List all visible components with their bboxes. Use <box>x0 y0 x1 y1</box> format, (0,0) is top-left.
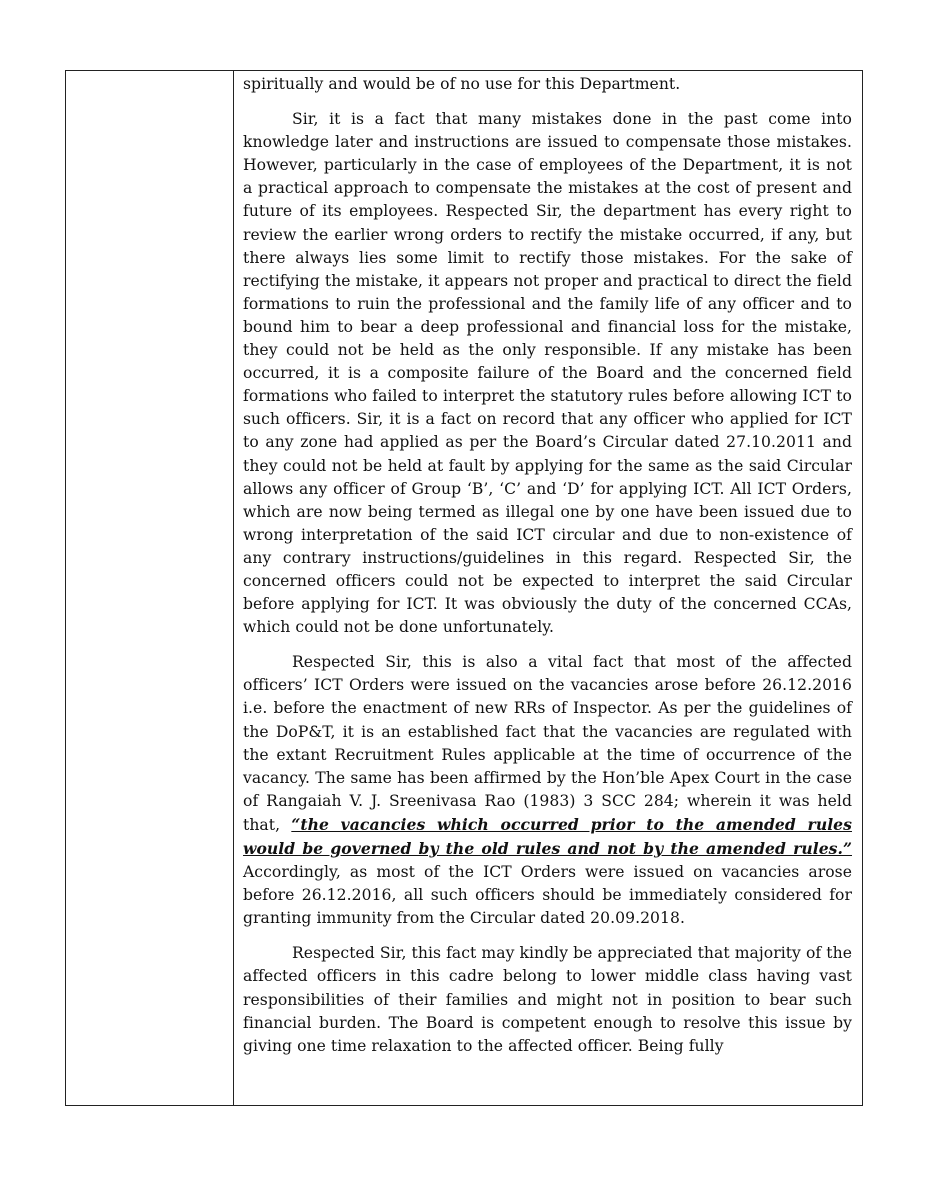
court-quotation: “the vacancies which occurred prior to the amended rules would be governed by the old rules and not by the amended rules.” <box>243 814 852 858</box>
paragraph-1 <box>243 73 852 96</box>
table-right-column <box>234 71 862 1105</box>
paragraph-3 <box>243 651 852 930</box>
text-segment: Sir, it is a fact that many mistakes done in the past come into knowledge later and instructions are issued to compensate those mistakes. However, particularly in the case of employees of the Department, it is not a practical approach to compensate the mistakes at the cost of present and future of its employees. Respected Sir, the department has every right to review the earlier wrong orders to rectify the mistake occurred, if any, but there always lies some limit to rectify those mistakes. For the sake of rectifying the mistake, it appears not proper and practical to direct the field formations to ruin the professional and the family life of any officer and to bound him to bear a deep professional and financial loss for the mistake, they could not be held as the only responsible. If any mistake has been occurred, it is a composite failure of the Board and the concerned field formations who failed to interpret the statutory rules before allowing ICT to such officers. Sir, it is a fact on record that any officer who applied for ICT to any zone had applied as per the Board’s Circular dated 27.10.2011 and they could not be held at fault by applying for the same as the said Circular allows any officer of Group ‘B’, ‘C’ and ‘D’ for applying ICT. All ICT Orders, which are now being termed as illegal one by one have been issued due to wrong interpretation of the said ICT circular and due to non-existence of any contrary instructions/guidelines in this regard. Respected Sir, the concerned officers could not be expected to interpret the said Circular before applying for ICT. It was obviously the duty of the concerned CCAs, which could not be done unfortunately. <box>243 110 852 637</box>
text-segment: Respected Sir, this is also a vital fact that most of the affected officers’ ICT Orders were issued on the vacancies arose before 26.12.2016 i.e. before the enactment of new RRs of Inspector. As per the guidelines of the DoP&T, it is an established fact that the vacancies are regulated with the extant Recruitment Rules applicable at the time of occurrence of the vacancy. The same has been affirmed by the Hon’ble Apex Court in the case of Rangaiah V. J. Sreenivasa Rao (1983) 3 SCC 284; wherein it was held that, <box>243 653 852 834</box>
table-left-column <box>66 71 233 1105</box>
text-segment: Respected Sir, this fact may kindly be appreciated that majority of the affected officers in this cadre belong to lower middle class having vast responsibilities of their families and might not in position to bear such financial burden. The Board is competent enough to resolve this issue by giving one time relaxation to the affected officer. Being fully <box>243 944 852 1055</box>
text-segment: spiritually and would be of no use for this Department. <box>243 75 681 93</box>
text-segment: Accordingly, as most of the ICT Orders were issued on vacancies arose before 26.12.2016, all such officers should be immediately considered for granting immunity from the Circular dated 20.09.2018. <box>243 863 852 928</box>
paragraph-4 <box>243 942 852 1057</box>
paragraph-2 <box>243 108 852 639</box>
document-table <box>65 70 863 1106</box>
